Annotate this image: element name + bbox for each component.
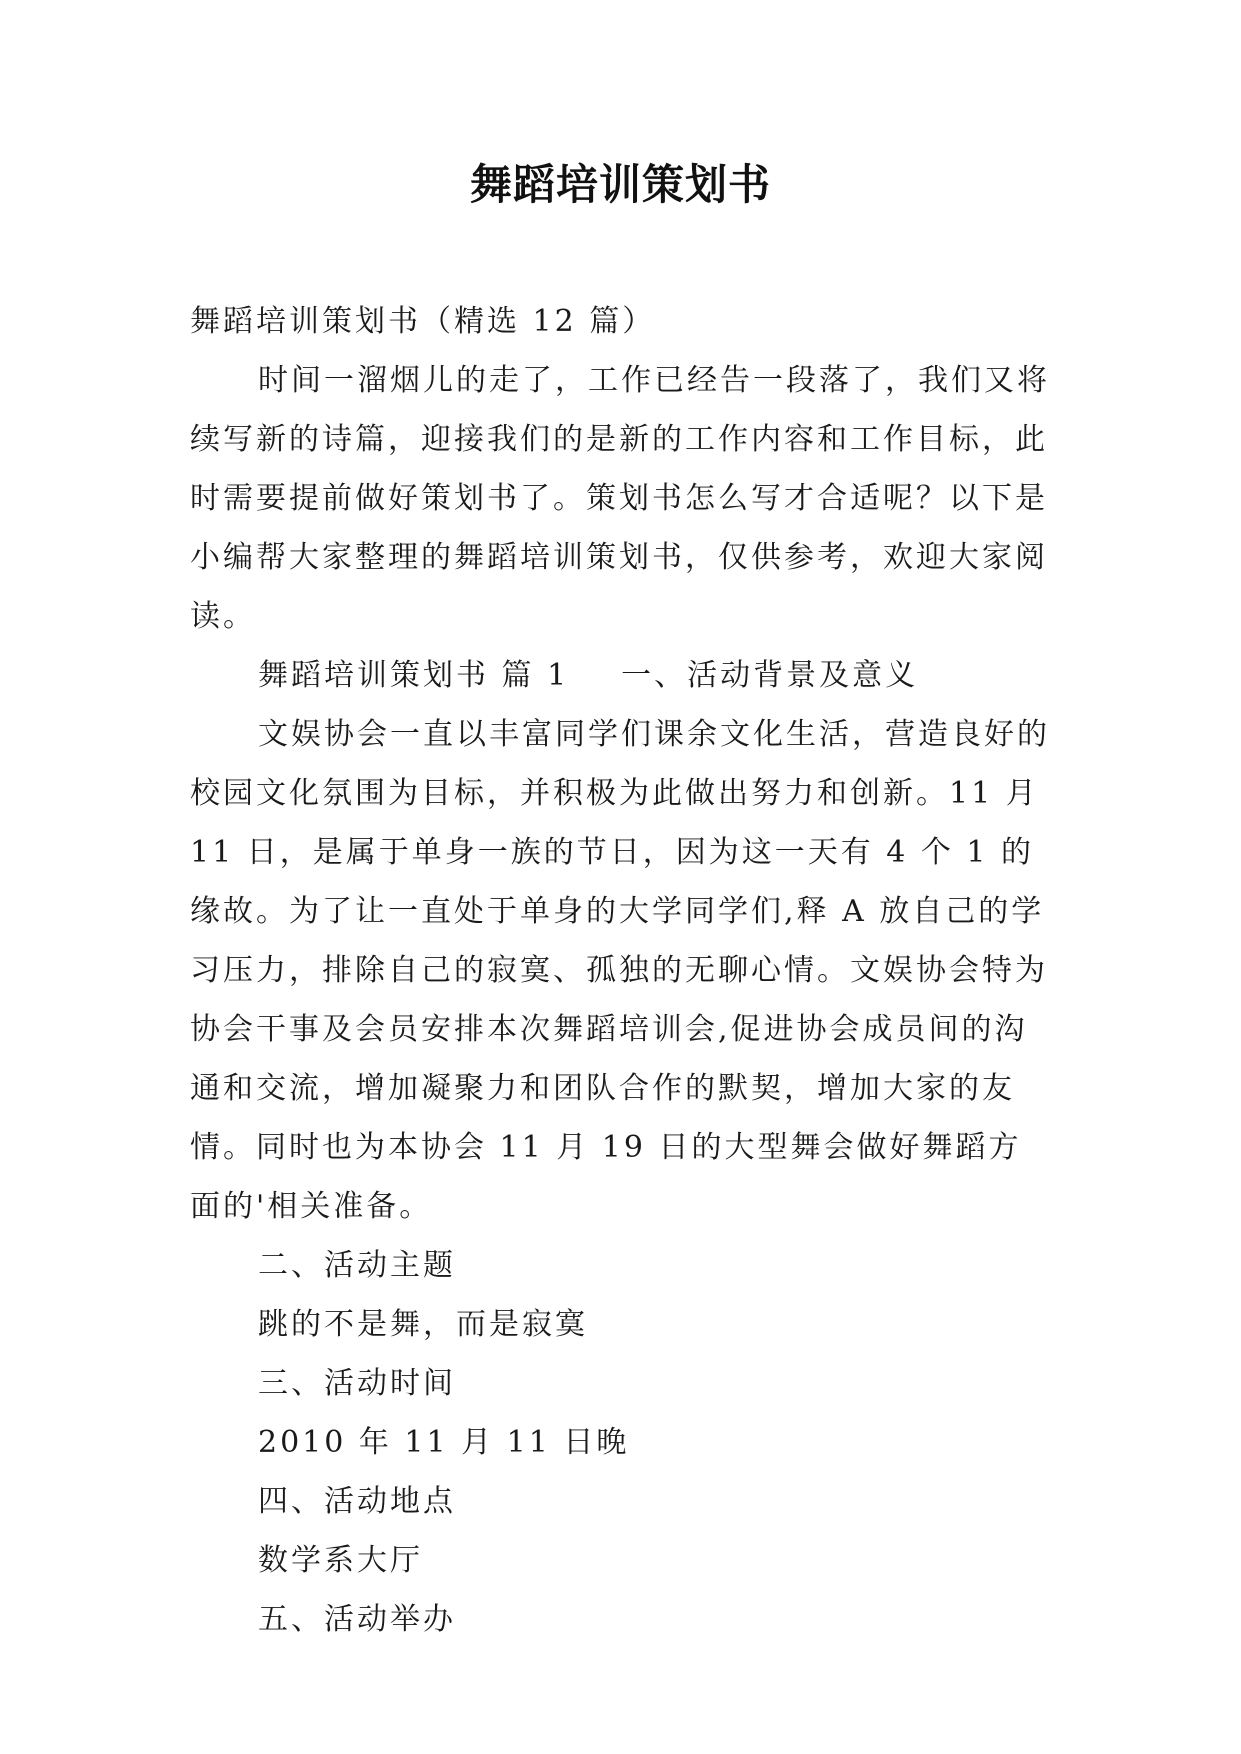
article-heading: 舞蹈培训策划书 篇 1 <box>258 658 570 693</box>
intro-paragraph: 时间一溜烟儿的走了，工作已经告一段落了，我们又将续写新的诗篇，迎接我们的是新的工作内容和工作目标，此时需要提前做好策划书了。策划书怎么写才合适呢？以下是小编帮大家整理的舞蹈培训策划书，仅供参考，欢迎大家阅读。 <box>190 363 1050 634</box>
section3-paragraph: 2010 年 11 月 11 日晚 <box>258 1425 630 1460</box>
section4-heading: 四、活动地点 <box>258 1484 456 1519</box>
article-heading-line <box>190 646 1050 705</box>
section1-heading: 一、活动背景及意义 <box>621 658 919 693</box>
section1-paragraph: 文娱协会一直以丰富同学们课余文化生活，营造良好的校园文化氛围为目标，并积极为此做出努力和创新。11 月 11 日，是属于单身一族的节日，因为这一天有 4 个 1 的缘故。为了让一直处于单身的大学同学们,释 A 放自己的学习压力，排除自己的寂寞、孤独的无聊心情。文娱协会特为协会干事及会员安排本次舞蹈培训会,促进协会成员间的沟通和交流，增加凝聚力和团队合作的默契，增加大家的友情。同时也为本协会 11 月 19 日的大型舞会做好舞蹈方面的'相关准备。 <box>190 717 1050 1224</box>
section5-heading: 五、活动举办 <box>258 1602 456 1637</box>
section2-paragraph: 跳的不是舞，而是寂寞 <box>258 1307 588 1342</box>
document-body <box>190 292 1050 1649</box>
document-title: 舞蹈培训策划书 <box>469 160 771 209</box>
document-subtitle: 舞蹈培训策划书（精选 12 篇） <box>190 304 656 339</box>
section2-heading: 二、活动主题 <box>258 1248 456 1283</box>
section3-heading: 三、活动时间 <box>258 1366 456 1401</box>
section4-paragraph: 数学系大厅 <box>258 1543 423 1578</box>
